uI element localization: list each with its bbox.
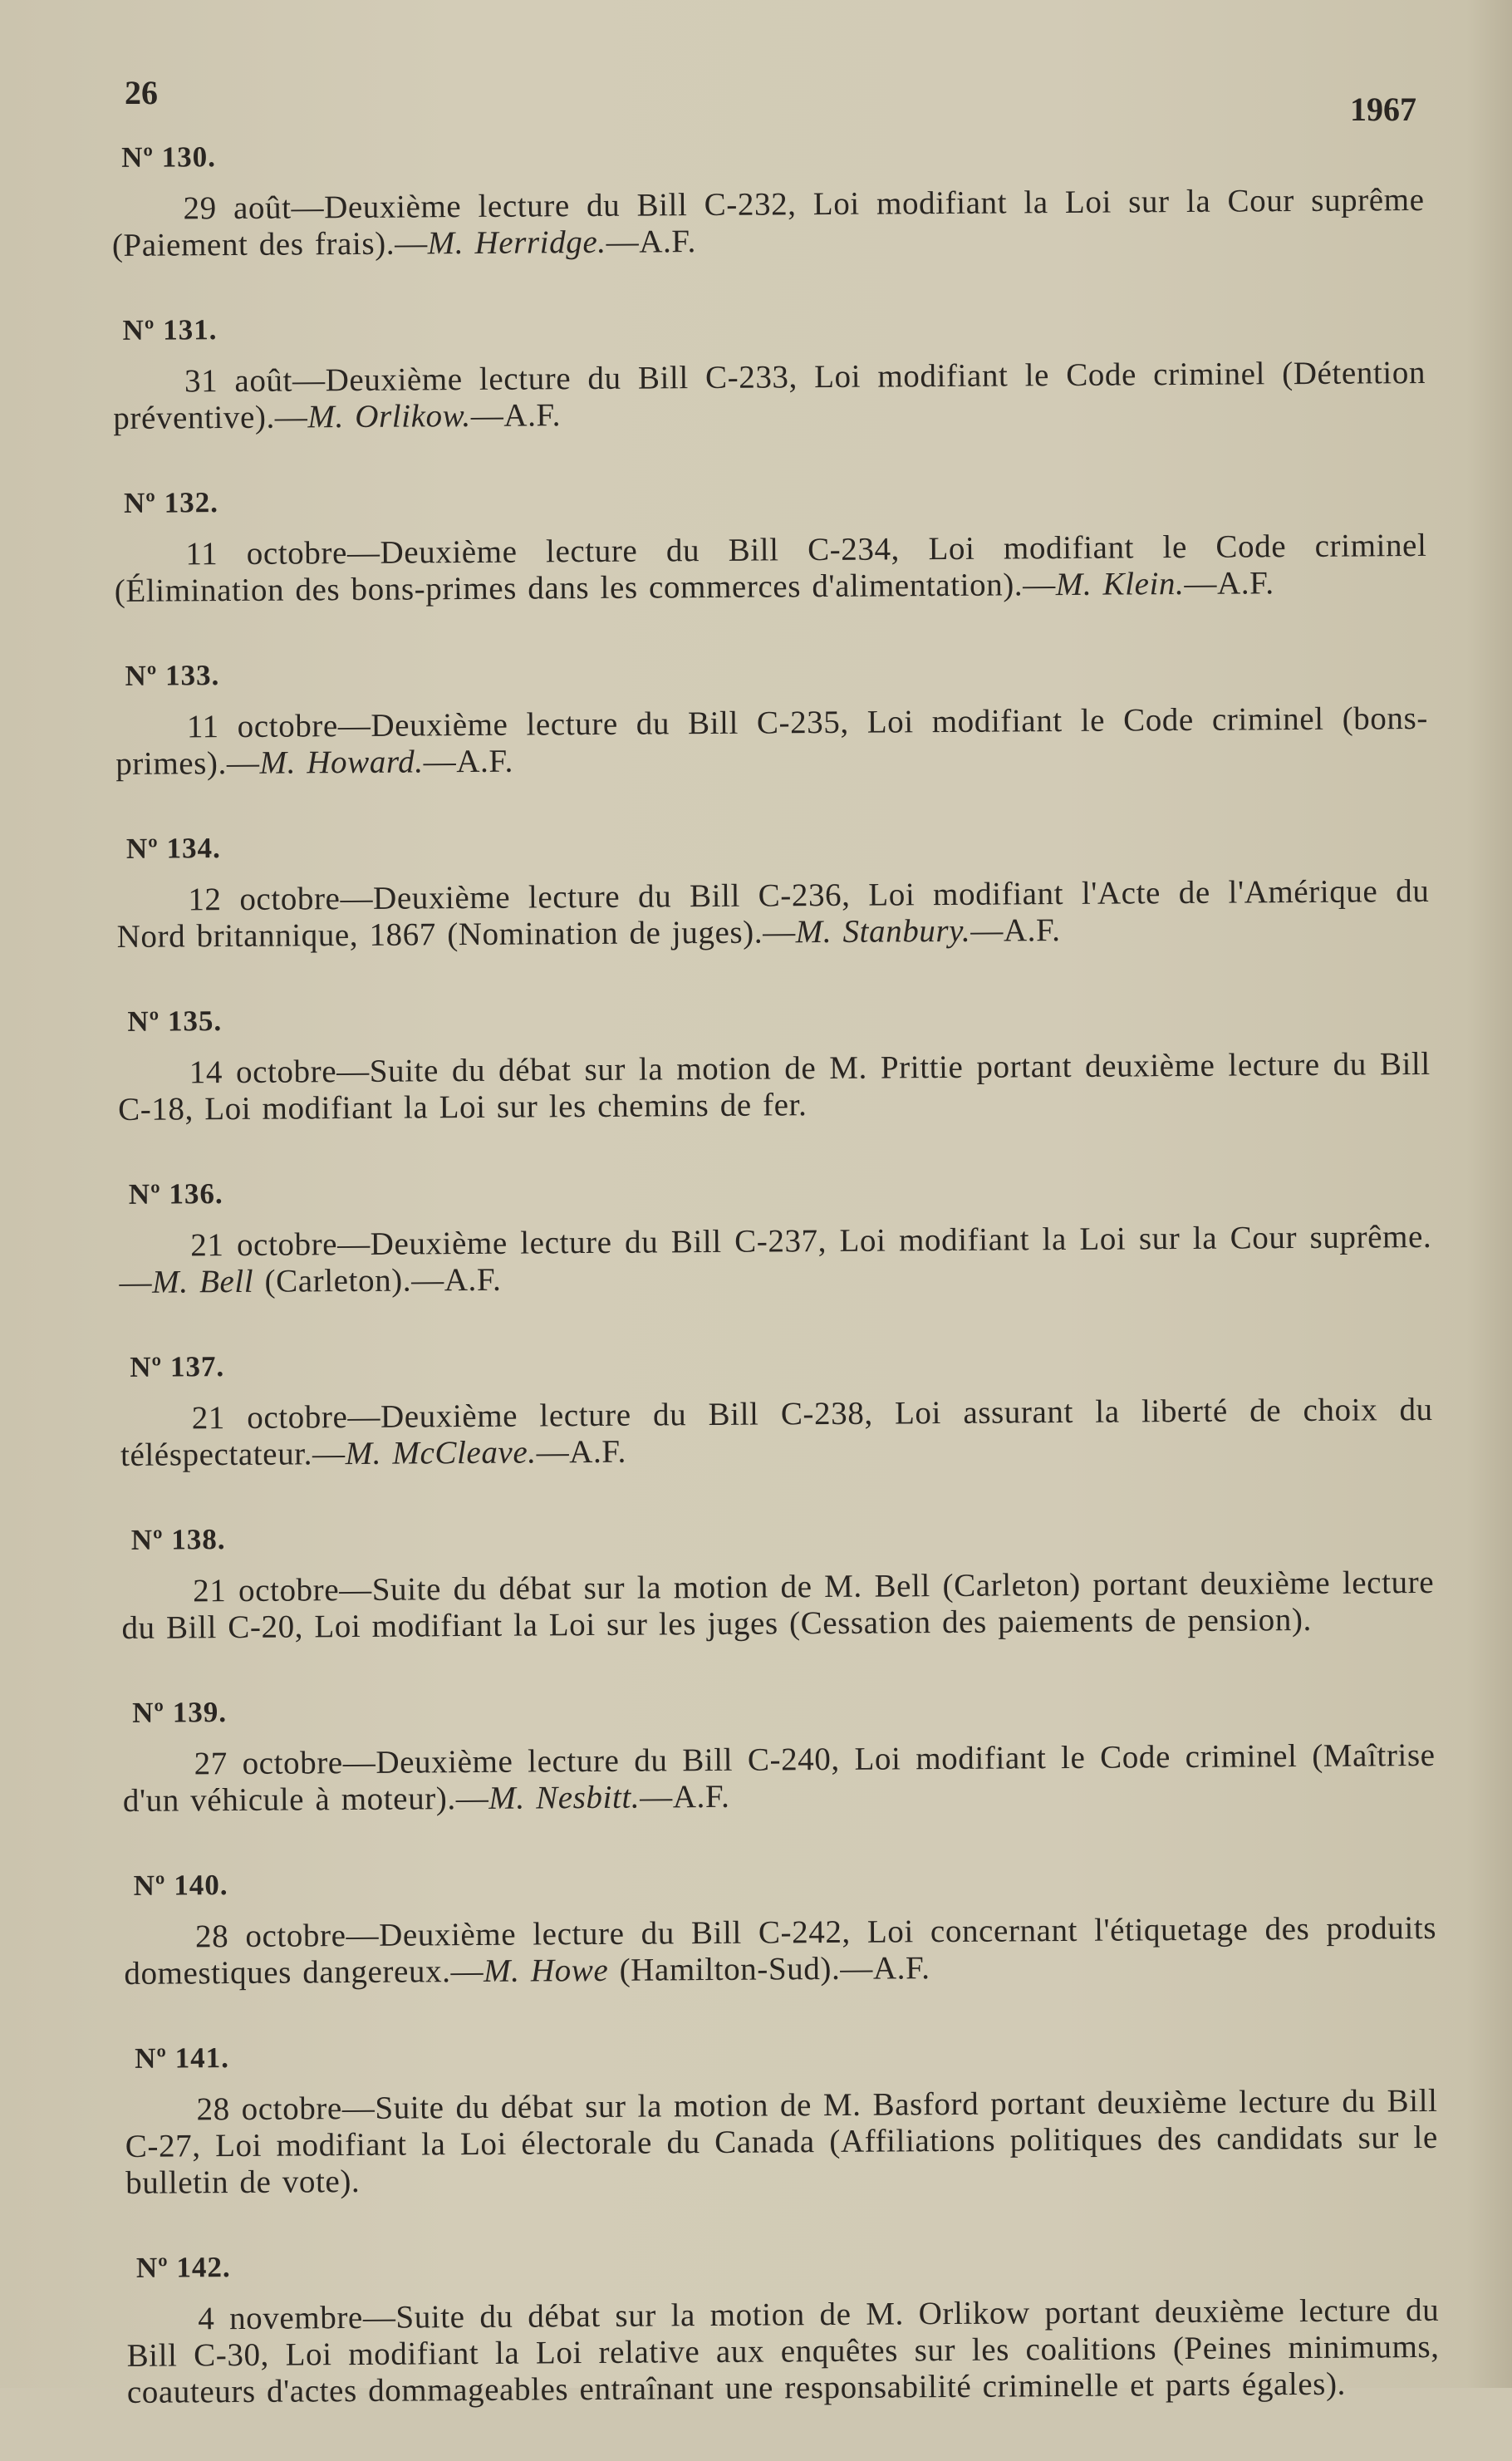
entry-body: 11 octobre—Deuxième lecture du Bill C-235, Loi modifiant le Code criminel (bons-primes).— xyxy=(115,700,1428,782)
entry-body: 28 octobre—Suite du débat sur la motion de M. Basford portant deuxième lecture du Bill C-27, Loi modifiant la Loi électorale du Canada (Affiliations politiques des candidats sur le bulletin de vote). xyxy=(125,2083,1438,2201)
entry-body: 29 août—Deuxième lecture du Bill C-232, Loi modifiant la Loi sur la Cour suprême (Paiement des frais).— xyxy=(112,182,1425,263)
entry-body: 4 novembre—Suite du débat sur la motion de M. Orlikow portant deuxième lecture du Bill C-30, Loi modifiant la Loi relative aux enquêtes sur les coalitions (Peines minimums, coauteurs d'actes dommageables entraînant une responsabilité criminelle et parts égales). xyxy=(126,2292,1439,2410)
entry xyxy=(115,651,1428,783)
entry-tail: —A.F. xyxy=(606,224,696,260)
entry-body: 27 octobre—Deuxième lecture du Bill C-240, Loi modifiant le Code criminel (Maîtrise d'un véhicule à moteur).— xyxy=(123,1737,1436,1819)
entry-sponsor: M. Klein. xyxy=(1056,566,1185,602)
entry-text xyxy=(120,1392,1434,1474)
entry-number: Nº 135. xyxy=(127,996,1430,1039)
entry xyxy=(114,478,1427,610)
entry xyxy=(119,1169,1432,1301)
entry-text xyxy=(125,2083,1438,2202)
entry-sponsor: M. Stanbury. xyxy=(796,913,971,950)
entry-tail: —A.F. xyxy=(1184,565,1274,602)
entry-sponsor: M. McCleave. xyxy=(345,1434,536,1471)
entry-text xyxy=(118,1046,1431,1128)
entry xyxy=(124,1860,1437,1992)
entry-number: Nº 132. xyxy=(124,478,1426,520)
entry-tail: (Carleton).—A.F. xyxy=(253,1262,501,1299)
entry-text xyxy=(126,2292,1440,2411)
entry-tail: —A.F. xyxy=(970,912,1061,949)
entry-number: Nº 136. xyxy=(129,1169,1431,1211)
entry xyxy=(122,1687,1436,1820)
entry-number: Nº 142. xyxy=(136,2242,1439,2285)
entry-body: 12 octobre—Deuxième lecture du Bill C-236, Loi modifiant l'Acte de l'Amérique du Nord britannique, 1867 (Nomination de juges).— xyxy=(117,873,1430,955)
entry-sponsor: M. Nesbitt. xyxy=(488,1780,640,1816)
entry-body: 31 août—Deuxième lecture du Bill C-233, Loi modifiant le Code criminel (Détention préventive).— xyxy=(113,355,1426,436)
entry-tail: —A.F. xyxy=(536,1434,626,1471)
entry-sponsor: M. Bell xyxy=(152,1264,253,1300)
entry-sponsor: M. Howard. xyxy=(259,744,423,780)
entry-text xyxy=(122,1737,1436,1820)
entry-text xyxy=(113,355,1426,437)
entry-number: Nº 139. xyxy=(132,1687,1435,1730)
entry-number: Nº 138. xyxy=(131,1515,1434,1557)
entry-text xyxy=(115,700,1429,783)
entry-body: 11 octobre—Deuxième lecture du Bill C-234, Loi modifiant le Code criminel (Élimination des bons-primes dans les commerces d'alimentation).— xyxy=(115,528,1427,609)
entry-number: Nº 140. xyxy=(134,1860,1436,1903)
entry-text xyxy=(124,1910,1437,1992)
entry-sponsor: M. Orlikow. xyxy=(307,398,471,435)
entry-body: 21 octobre—Deuxième lecture du Bill C-238, Loi assurant la liberté de choix du téléspectateur.— xyxy=(120,1392,1433,1473)
entry-text xyxy=(116,873,1430,955)
entry xyxy=(112,305,1426,437)
entry xyxy=(120,1342,1433,1474)
entry-sponsor: M. Howe xyxy=(484,1953,608,1989)
entry xyxy=(125,2033,1438,2202)
entry-number: Nº 133. xyxy=(125,651,1427,693)
entry-body: 14 octobre—Suite du débat sur la motion de M. Prittie portant deuxième lecture du Bill C-18, Loi modifiant la Loi sur les chemins de fer. xyxy=(118,1046,1431,1127)
entry xyxy=(116,823,1430,955)
entry-number: Nº 130. xyxy=(121,132,1424,174)
entry-tail: —A.F. xyxy=(471,397,562,434)
entry xyxy=(126,2242,1440,2411)
entries-list xyxy=(111,132,1440,2461)
entry xyxy=(111,132,1425,264)
entry-tail: (Hamilton-Sud).—A.F. xyxy=(608,1950,930,1988)
entry xyxy=(117,996,1431,1128)
entry-number: Nº 131. xyxy=(122,305,1425,347)
entry-text xyxy=(114,528,1427,610)
entry-text xyxy=(119,1219,1432,1301)
entry-sponsor: M. Herridge. xyxy=(428,224,606,261)
entry-tail: —A.F. xyxy=(640,1779,730,1815)
entry xyxy=(121,1515,1435,1647)
entry-number: Nº 141. xyxy=(135,2033,1437,2075)
entry-text xyxy=(111,182,1425,264)
entry-text xyxy=(121,1565,1435,1647)
page-year: 1967 xyxy=(1350,90,1416,129)
entry-number: Nº 137. xyxy=(130,1342,1432,1384)
entry-number: Nº 134. xyxy=(126,823,1429,866)
entry-body: 28 octobre—Deuxième lecture du Bill C-242, Loi concernant l'étiquetage des produits domestiques dangereux.— xyxy=(124,1910,1436,1992)
entry-body: 21 octobre—Suite du débat sur la motion de M. Bell (Carleton) portant deuxième lecture du Bill C-20, Loi modifiant la Loi sur les juges (Cessation des paiements de pension). xyxy=(121,1565,1434,1646)
entry-tail: —A.F. xyxy=(424,744,514,780)
entry-body: 21 octobre—Deuxième lecture du Bill C-237, Loi modifiant la Loi sur la Cour suprême.— xyxy=(119,1219,1431,1300)
page-number: 26 xyxy=(125,73,158,112)
